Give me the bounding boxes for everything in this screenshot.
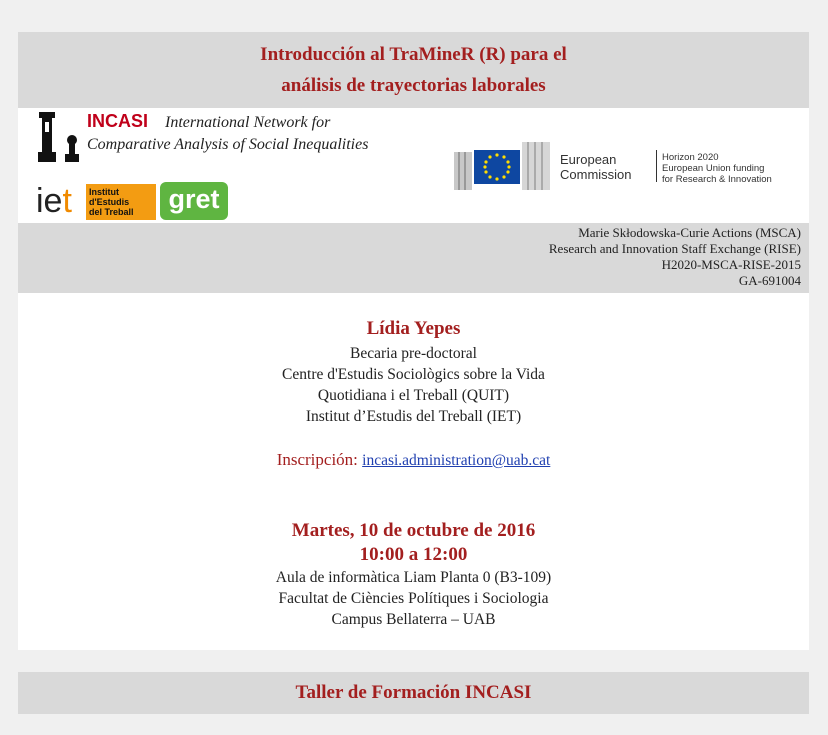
msca-line: GA-691004 — [738, 273, 801, 288]
chess-pieces-icon — [36, 110, 82, 164]
title-band — [18, 32, 809, 108]
eu-flag-icon — [454, 142, 550, 190]
incasi-tagline-2: Comparative Analysis of Social Inequalities — [87, 136, 369, 153]
iet-gret-logos — [36, 182, 220, 222]
speaker-affiliation: Institut d’Estudis del Treball (IET) — [305, 408, 522, 425]
event-time: 10:00 a 12:00 — [359, 544, 468, 565]
footer-band: Taller de Formación INCASI — [18, 672, 809, 714]
msca-info-band — [18, 223, 809, 293]
event-date: Martes, 10 de octubre de 2016 — [291, 520, 536, 541]
event-location: Campus Bellaterra – UAB — [331, 611, 496, 628]
inscription-label: Inscripción: — [276, 450, 358, 469]
incasi-logo — [36, 110, 396, 166]
title-line-2: análisis de trayectorias laborales — [281, 75, 546, 96]
gret-logo: gret — [160, 182, 228, 220]
logo-row — [18, 108, 809, 223]
title-line-1: Introducción al TraMineR (R) para el — [260, 44, 567, 65]
speaker-role: Becaria pre-doctoral — [350, 345, 477, 362]
iet-institute-box: Institut d'Estudis del Treball — [86, 184, 156, 220]
ec-divider — [656, 150, 657, 182]
ec-name: European Commission — [560, 152, 632, 182]
msca-line: Research and Innovation Staff Exchange (RISE) — [548, 241, 801, 256]
speaker-name: Lídia Yepes — [366, 318, 461, 339]
event-location: Facultat de Ciències Polítiques i Sociologia — [278, 590, 549, 607]
iet-logo: iet — [36, 182, 72, 220]
event-block — [18, 519, 809, 630]
speaker-affiliation: Centre d'Estudis Sociològics sobre la Vida — [282, 366, 545, 383]
event-location: Aula de informàtica Liam Planta 0 (B3-109) — [275, 569, 552, 586]
speaker-affiliation: Quotidiana i el Treball (QUIT) — [317, 387, 510, 404]
msca-line: H2020-MSCA-RISE-2015 — [661, 257, 801, 272]
incasi-name: INCASI — [87, 111, 149, 131]
inscription-block — [18, 448, 809, 473]
msca-line: Marie Skłodowska-Curie Actions (MSCA) — [578, 225, 801, 240]
incasi-tagline-1: International Network for — [165, 114, 331, 131]
european-commission-logo — [454, 138, 794, 194]
flyer-card — [18, 32, 809, 650]
inscription-email-link[interactable]: incasi.administration@uab.cat — [362, 452, 551, 469]
horizon-2020-text: Horizon 2020 European Union funding for Research & Innovation — [662, 152, 772, 185]
speaker-block — [18, 315, 809, 427]
